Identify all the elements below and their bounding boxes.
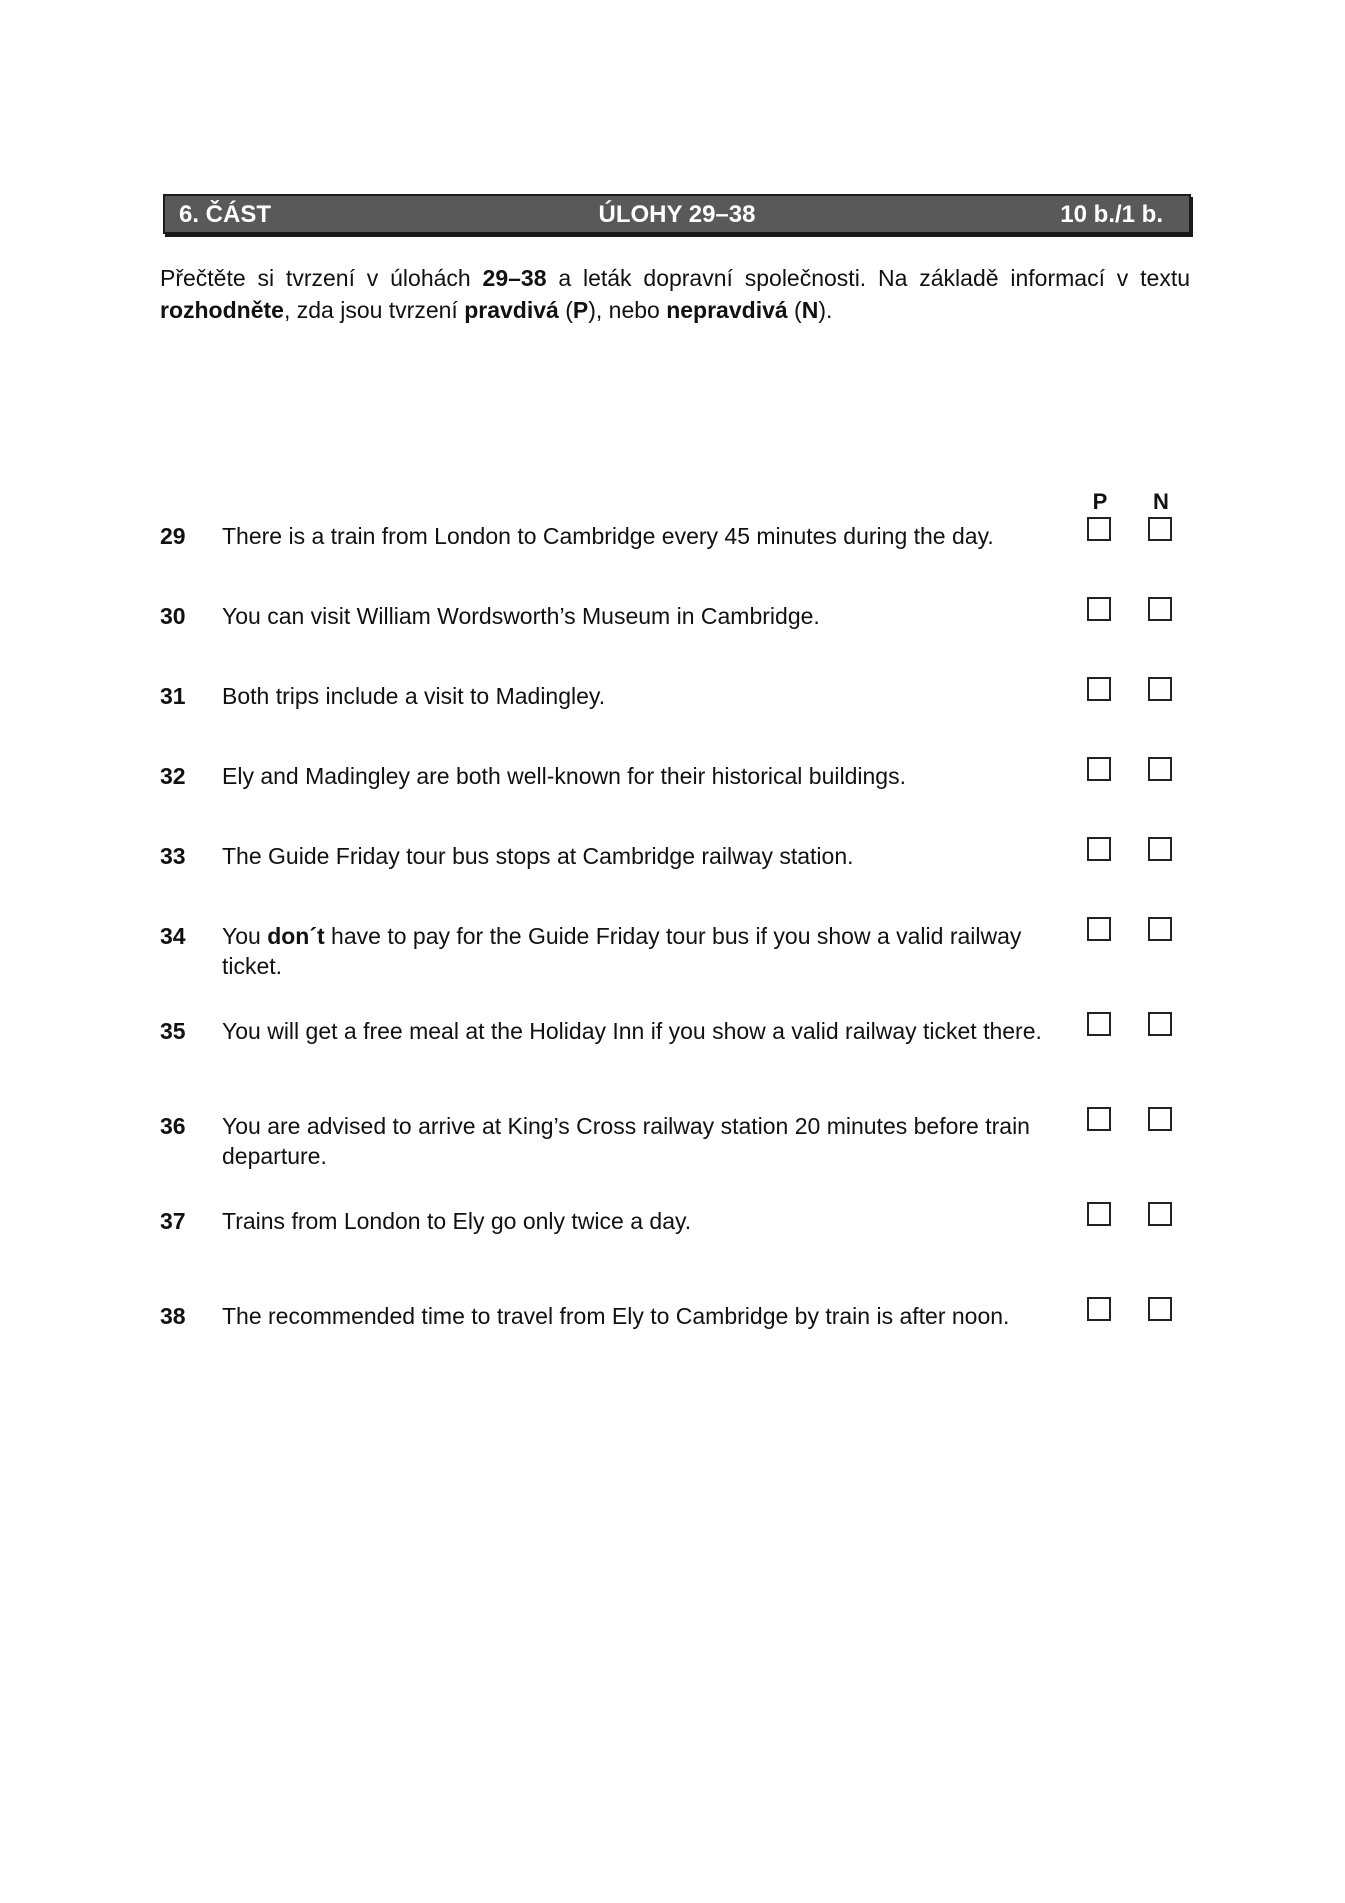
question-row — [0, 1301, 1345, 1361]
question-number: 29 — [160, 523, 186, 549]
section-header-bar — [163, 194, 1191, 234]
instructions-bold: rozhodněte — [160, 297, 284, 323]
false-checkbox[interactable] — [1148, 597, 1172, 621]
true-checkbox[interactable] — [1087, 1297, 1111, 1321]
false-checkbox[interactable] — [1148, 1107, 1172, 1131]
question-row — [0, 601, 1345, 661]
false-checkbox[interactable] — [1148, 1202, 1172, 1226]
column-heading-false: N — [1153, 489, 1169, 514]
true-checkbox[interactable] — [1087, 757, 1111, 781]
question-number: 30 — [160, 603, 186, 629]
question-text: Both trips include a visit to Madingley. — [222, 683, 606, 709]
question-text-emphasis: don´t — [267, 923, 325, 949]
question-row — [0, 1111, 1345, 1171]
instructions-bold: P — [572, 297, 589, 323]
question-text: You are advised to arrive at King’s Cross railway station 20 minutes before train departure. — [222, 1113, 1030, 1169]
question-row — [0, 1206, 1345, 1266]
true-checkbox[interactable] — [1087, 1012, 1111, 1036]
false-checkbox[interactable] — [1148, 837, 1172, 861]
instructions-text: ). — [818, 297, 833, 323]
question-text-part: have to pay for the Guide Friday tour bus if you show a valid railway ticket. — [222, 923, 1022, 979]
instructions-text: Přečtěte si tvrzení v úlohách — [160, 265, 483, 291]
instructions-bold: nepravdivá — [666, 297, 788, 323]
instructions-text: , zda jsou tvrzení — [283, 297, 465, 323]
true-checkbox[interactable] — [1087, 677, 1111, 701]
question-row — [0, 521, 1345, 581]
instructions-bold: N — [801, 297, 819, 323]
question-text: You can visit William Wordsworth’s Museum in Cambridge. — [222, 603, 820, 629]
question-text: Ely and Madingley are both well-known for their historical buildings. — [222, 763, 906, 789]
question-text — [222, 921, 1082, 981]
true-checkbox[interactable] — [1087, 517, 1111, 541]
question-text-part: You — [222, 923, 268, 949]
question-row — [0, 761, 1345, 821]
question-number: 36 — [160, 1113, 186, 1139]
instructions — [160, 262, 1190, 326]
true-checkbox[interactable] — [1087, 1107, 1111, 1131]
question-number: 38 — [160, 1303, 186, 1329]
section-title: 6. ČÁST — [179, 201, 272, 228]
instructions-text: a leták dopravní společnosti. Na základě informací v textu — [546, 265, 1190, 291]
question-row — [0, 681, 1345, 741]
instructions-bold: 29–38 — [482, 265, 547, 291]
question-number: 34 — [160, 923, 186, 949]
false-checkbox[interactable] — [1148, 677, 1172, 701]
question-number: 31 — [160, 683, 186, 709]
question-number: 35 — [160, 1018, 186, 1044]
instructions-bold: pravdivá — [464, 297, 559, 323]
question-row — [0, 921, 1345, 981]
column-heading-true: P — [1092, 489, 1108, 514]
false-checkbox[interactable] — [1148, 517, 1172, 541]
false-checkbox[interactable] — [1148, 1297, 1172, 1321]
question-text: The Guide Friday tour bus stops at Cambridge railway station. — [222, 843, 854, 869]
instructions-text: ), nebo — [588, 297, 667, 323]
points-label: 10 b./1 b. — [1060, 201, 1163, 228]
instructions-text: ( — [558, 297, 573, 323]
true-checkbox[interactable] — [1087, 1202, 1111, 1226]
tasks-range: ÚLOHY 29–38 — [598, 201, 756, 228]
false-checkbox[interactable] — [1148, 917, 1172, 941]
true-checkbox[interactable] — [1087, 917, 1111, 941]
question-row — [0, 841, 1345, 901]
question-text: You will get a free meal at the Holiday Inn if you show a valid railway ticket there. — [222, 1018, 1042, 1044]
false-checkbox[interactable] — [1148, 1012, 1172, 1036]
question-text: Trains from London to Ely go only twice a day. — [222, 1208, 692, 1234]
question-text: There is a train from London to Cambridge every 45 minutes during the day. — [222, 523, 994, 549]
true-checkbox[interactable] — [1087, 597, 1111, 621]
question-text: The recommended time to travel from Ely to Cambridge by train is after noon. — [222, 1303, 1010, 1329]
false-checkbox[interactable] — [1148, 757, 1172, 781]
question-number: 32 — [160, 763, 186, 789]
question-number: 37 — [160, 1208, 186, 1234]
question-number: 33 — [160, 843, 186, 869]
instructions-text: ( — [787, 297, 802, 323]
true-checkbox[interactable] — [1087, 837, 1111, 861]
question-row — [0, 1016, 1345, 1076]
